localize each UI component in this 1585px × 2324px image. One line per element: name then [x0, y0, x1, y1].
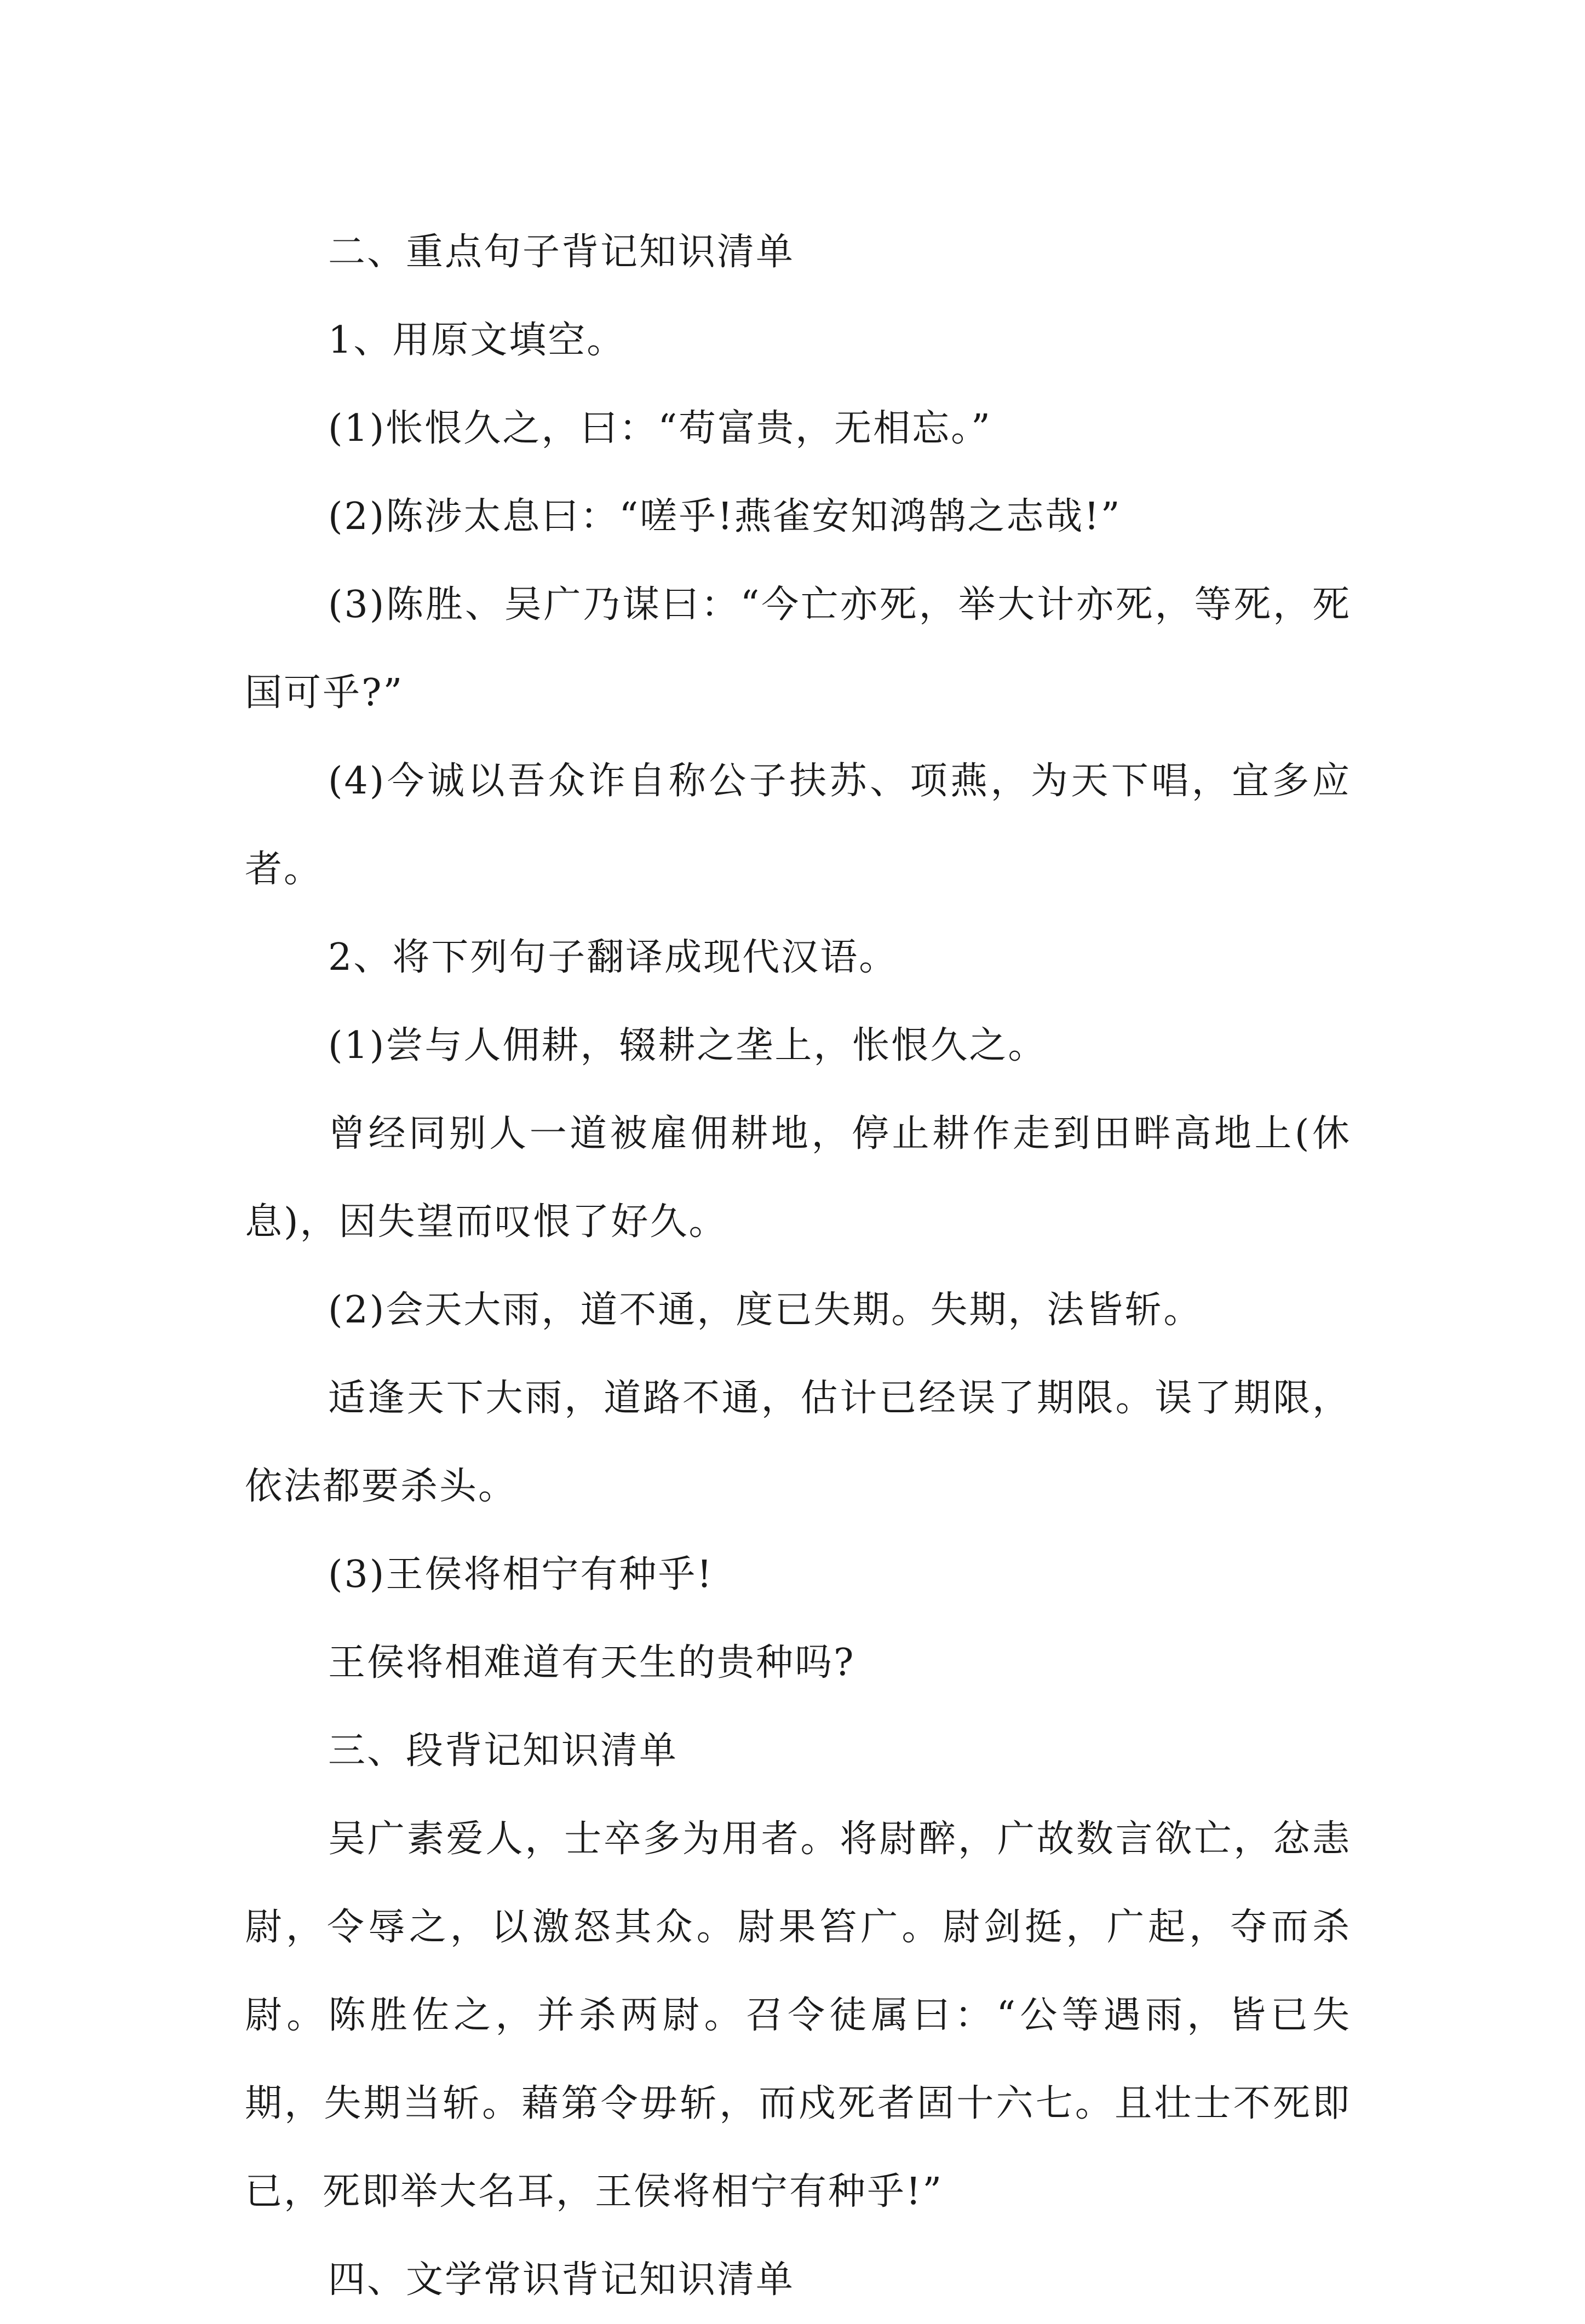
translation-source-1: (1)尝与人佣耕，辍耕之垄上，怅恨久之。 — [328, 1024, 1047, 1067]
fill-in-item-1: (1)怅恨久之，曰：“苟富贵，无相忘。” — [328, 407, 992, 450]
translation-answer-1: 曾经同别人一道被雇佣耕地，停止耕作走到田畔高地上(休息)，因失望而叹恨了好久。 — [245, 1112, 1351, 1244]
fill-in-item-2: (2)陈涉太息曰：“嗟乎!燕雀安知鸿鹄之志哉!” — [328, 495, 1122, 538]
translation-source-3: (3)王侯将相宁有种乎! — [328, 1553, 714, 1596]
fill-in-item-3: (3)陈胜、吴广乃谋曰：“今亡亦死，举大计亦死，等死，死国可乎?” — [245, 583, 1351, 715]
subheading-translation: 2、将下列句子翻译成现代汉语。 — [328, 936, 898, 979]
translation-answer-2: 适逢天下大雨，道路不通，估计已经误了期限。误了期限，依法都要杀头。 — [245, 1377, 1351, 1508]
subheading-fill-in-blanks: 1、用原文填空。 — [328, 319, 626, 362]
section-heading-key-sentences: 二、重点句子背记知识清单 — [328, 231, 795, 274]
section-heading-literary-knowledge: 四、文学常识背记知识清单 — [328, 2258, 795, 2302]
fill-in-item-4: (4)今诚以吾众诈自称公子扶苏、项燕，为天下唱，宜多应者。 — [245, 760, 1351, 891]
passage-text: 吴广素爱人，士卒多为用者。将尉醉，广故数言欲亡，忿恚尉，令辱之，以激怒其众。尉果笞广。尉剑挺，广起，夺而杀尉。陈胜佐之，并杀两尉。召令徒属曰：“公等遇雨，皆已失期，失期当斩。藉第令毋斩，而戍死者固十六七。且壮士不死即已，死即举大名耳，王侯将相宁有种乎!” — [245, 1817, 1351, 2213]
translation-answer-3: 王侯将相难道有天生的贵种吗? — [328, 1641, 855, 1684]
document-body — [245, 208, 1351, 2324]
translation-source-2: (2)会天大雨，道不通，度已失期。失期，法皆斩。 — [328, 1288, 1203, 1332]
section-heading-passage: 三、段背记知识清单 — [328, 1729, 679, 1773]
